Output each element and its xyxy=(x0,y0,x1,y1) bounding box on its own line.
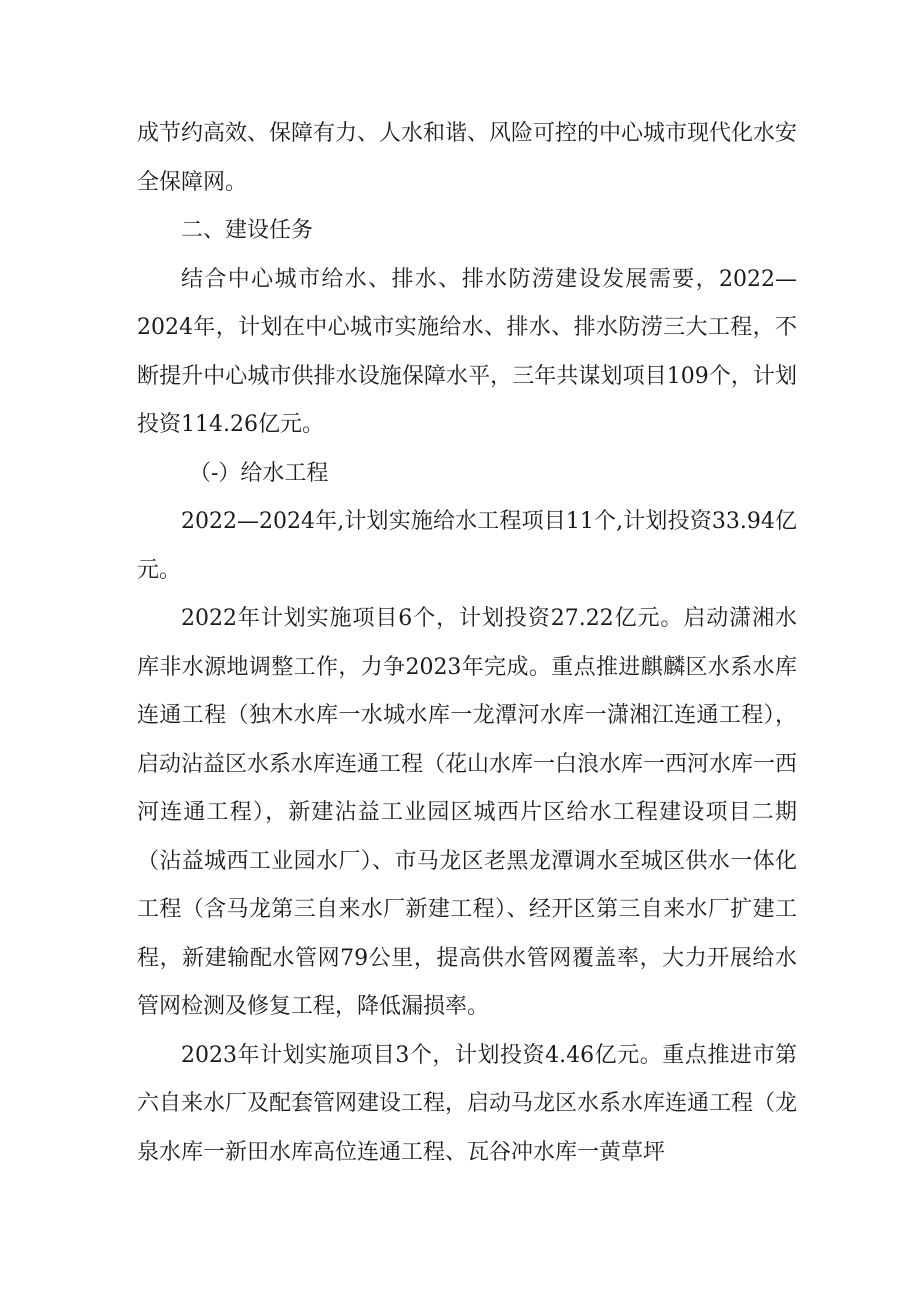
paragraph-2022-plan: 2022年计划实施项目6个，计划投资27.22亿元。启动潇湘水库非水源地调整工作，力争2023年完成。重点推进麒麟区水系水库连通工程（独木水库一水城水库一龙潭河水库一潇湘江连通工程），启动沾益区水系水库连通工程（花山水库一白浪水库一西河水库一西河连通工程），新建沾益工业园区城西片区给水工程建设项目二期（沾益城西工业园水厂）、市马龙区老黑龙潭调水至城区供水一体化工程（含马龙第三自来水厂新建工程）、经开区第三自来水厂扩建工程，新建输配水管网79公里，提高供水管网覆盖率，大力开展给水管网检测及修复工程，降低漏损率。 xyxy=(137,606,798,1019)
paragraph-2023-plan: 2023年计划实施项目3个，计划投资4.46亿元。重点推进市第六自来水厂及配套管网建设工程，启动马龙区水系水库连通工程（龙泉水库一新田水库高位连通工程、瓦谷冲水库一黄草坪 xyxy=(137,1042,798,1165)
section-heading-construction-tasks: 二、建设任务 xyxy=(181,218,314,243)
subsection-heading-water-supply: （-）给水工程 xyxy=(189,460,329,486)
document-body xyxy=(137,110,797,1177)
paragraph-overview: 结合中心城市给水、排水、排水防涝建设发展需要，2022—2024年，计划在中心城市实施给水、排水、排水防涝三大工程，不断提升中心城市供排水设施保障水平，三年共谋划项目109个，计划投资114.26亿元。 xyxy=(137,266,797,437)
paragraph-continuation: 成节约高效、保障有力、人水和谐、风险可控的中心城市现代化水安全保障网。 xyxy=(137,121,798,195)
paragraph-water-supply-summary: 2022—2024年,计划实施给水工程项目11个,计划投资33.94亿元。 xyxy=(137,509,797,583)
